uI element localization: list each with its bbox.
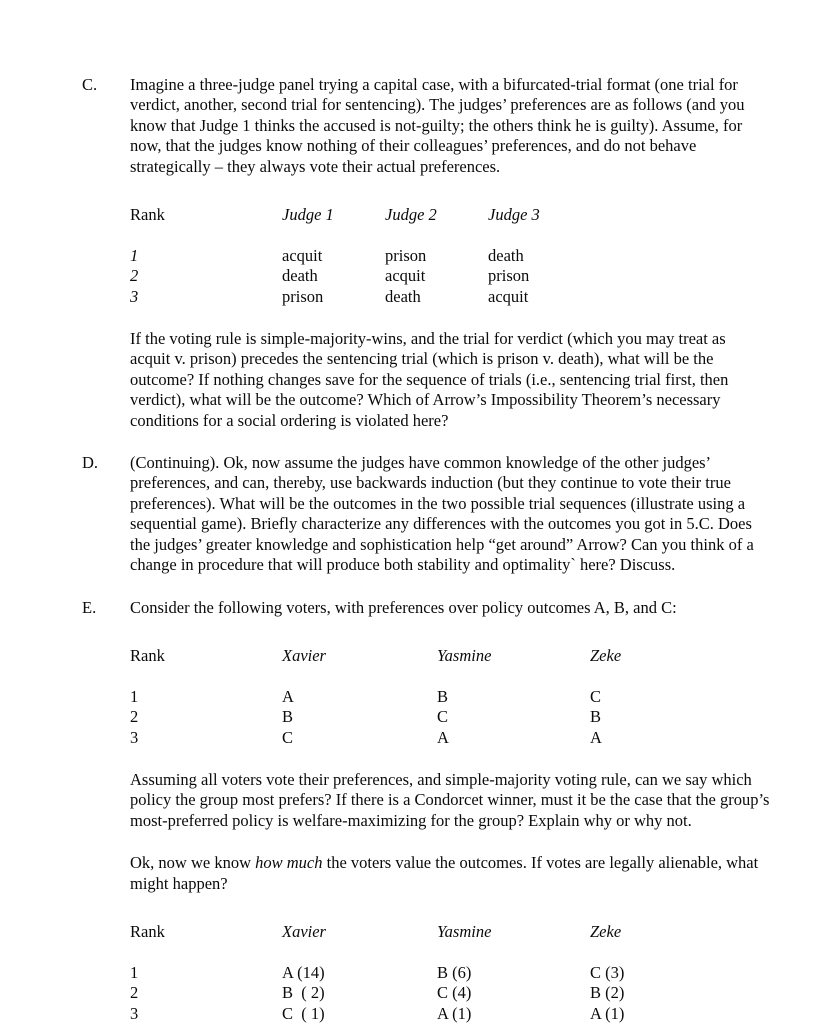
judges-rank-3: 3 <box>130 286 139 306</box>
question-e-followup-body <box>130 770 770 831</box>
judges-header-rank: Rank <box>130 205 165 225</box>
voters-row-3-yasmine: A <box>437 727 449 747</box>
spacer-cell <box>282 666 437 686</box>
question-e-body <box>130 598 770 618</box>
table-header-row <box>130 205 591 225</box>
question-e-followup-block <box>60 769 770 831</box>
question-e-values-intro-paragraph <box>130 853 770 894</box>
spacer-cell <box>282 225 385 245</box>
voters-values-table <box>130 922 710 1024</box>
voters-row-1-xavier: A <box>282 686 294 706</box>
table-row <box>130 266 591 286</box>
values-row-1-xavier: A (14) <box>282 962 325 982</box>
spacer <box>60 894 761 922</box>
question-c-followup-body <box>130 329 770 431</box>
spacer <box>60 618 761 646</box>
judges-row-3-judge-1: prison <box>282 286 324 306</box>
values-rank-1: 1 <box>130 962 139 982</box>
judges-row-2-judge-2: acquit <box>385 266 426 286</box>
spacer-cell <box>488 225 591 245</box>
voters-header-rank: Rank <box>130 645 165 665</box>
values-rank-3: 3 <box>130 1003 139 1023</box>
judges-row-3-judge-3: acquit <box>488 286 529 306</box>
judges-row-1-judge-3: death <box>488 245 524 265</box>
question-block-e <box>60 598 761 618</box>
table-row <box>130 963 710 983</box>
judges-row-1-judge-1: acquit <box>282 245 323 265</box>
table-row <box>130 687 710 707</box>
values-header-rank: Rank <box>130 921 165 941</box>
spacer-cell <box>590 942 710 962</box>
table-spacer-row <box>130 225 591 245</box>
table-header-row <box>130 646 710 666</box>
voters-row-2-yasmine: C <box>437 707 449 727</box>
judges-row-3-judge-2: death <box>385 286 421 306</box>
spacer-cell <box>437 666 590 686</box>
values-row-2-yasmine: C (4) <box>437 983 472 1003</box>
question-d-body <box>130 453 770 575</box>
voters-table-head <box>130 646 710 666</box>
values-row-3-xavier: C ( 1) <box>282 1003 325 1023</box>
values-row-2-zeke: B (2) <box>590 983 625 1003</box>
voters-row-1-zeke: C <box>590 686 602 706</box>
voters-rank-1: 1 <box>130 686 139 706</box>
values-header-zeke: Zeke <box>590 921 622 941</box>
spacer <box>60 177 761 205</box>
values-row-1-zeke: C (3) <box>590 962 625 982</box>
judges-row-2-judge-1: death <box>282 266 318 286</box>
table-row <box>130 707 710 727</box>
question-e-values-intro-block <box>60 853 761 894</box>
voters-preference-table <box>130 646 710 748</box>
voters-rank-3: 3 <box>130 727 139 747</box>
voters-rank-2: 2 <box>130 707 139 727</box>
table-row <box>130 1004 710 1024</box>
judges-header-judge-2: Judge 2 <box>385 205 437 225</box>
spacer-cell <box>130 666 282 686</box>
question-e-followup-paragraph: Assuming all voters vote their preferences, and simple-majority voting rule, can we say which policy the group most prefers? If there is a Condorcet winner, must it be the case that the group’s most-preferred policy is welfare-maximizing for the group? Explain why or why not. <box>130 769 770 830</box>
values-header-xavier: Xavier <box>282 921 326 941</box>
voters-row-1-yasmine: B <box>437 686 449 706</box>
spacer-cell <box>590 666 710 686</box>
voters-values-table-head <box>130 922 710 942</box>
spacer-cell <box>130 225 282 245</box>
question-c-followup-paragraph: If the voting rule is simple-majority-wins, and the trial for verdict (which you may treat as acquit v. prison) precedes the sentencing trial (which is prison v. death), what will be the outcome? If nothing changes save for the sequence of trials (i.e., sentencing trial first, then verdict), what will be the outcome? Which of Arrow’s Impossibility Theorem’s necessary conditions for a social ordering is violated here? <box>130 329 729 430</box>
judges-row-2-judge-3: prison <box>488 266 530 286</box>
table-spacer-row <box>130 942 710 962</box>
values-header-yasmine: Yasmine <box>437 921 492 941</box>
table-row <box>130 246 591 266</box>
spacer-cell <box>282 942 437 962</box>
table-row <box>130 983 710 1003</box>
spacer-cell <box>437 942 590 962</box>
judges-header-judge-1: Judge 1 <box>282 205 334 225</box>
spacer <box>60 748 761 770</box>
voters-header-xavier: Xavier <box>282 645 326 665</box>
values-row-3-zeke: A (1) <box>590 1003 625 1023</box>
table-header-row <box>130 922 710 942</box>
values-rank-2: 2 <box>130 983 139 1003</box>
judges-row-1-judge-2: prison <box>385 245 427 265</box>
spacer-cell <box>130 942 282 962</box>
question-block-c <box>60 75 761 177</box>
judges-table-head <box>130 205 591 225</box>
question-letter-c: C. <box>82 75 98 94</box>
values-row-3-yasmine: A (1) <box>437 1003 472 1023</box>
values-intro-emphasis: how much <box>255 853 323 873</box>
question-c-body <box>130 75 770 177</box>
voters-header-zeke: Zeke <box>590 645 622 665</box>
voters-row-2-zeke: B <box>590 707 602 727</box>
question-c-paragraph: Imagine a three-judge panel trying a capital case, with a bifurcated-trial format (one trial for verdict, another, second trial for sentencing). The judges’ preferences are as follows (and you know that Judge 1 thinks the accused is not-guilty; the others think he is guilty). Assume, for now, that the judges know nothing of their colleagues’ preferences, and do not behave strategically – they always vote their actual preferences. <box>130 75 745 176</box>
voters-row-3-xavier: C <box>282 727 294 747</box>
values-intro-text-part2: the voters value the outcomes. If votes are legally alienable, what might happen? <box>130 853 759 893</box>
spacer-cell <box>385 225 488 245</box>
spacer <box>60 576 761 598</box>
spacer <box>60 307 761 329</box>
voters-row-2-xavier: B <box>282 707 294 727</box>
spacer <box>60 831 761 853</box>
question-e-values-intro-body <box>130 853 770 894</box>
table-spacer-row <box>130 666 710 686</box>
spacer <box>60 431 761 453</box>
judges-preference-table <box>130 205 591 307</box>
judges-rank-2: 2 <box>130 266 139 286</box>
judges-table-body <box>130 225 591 307</box>
voters-values-table-body <box>130 942 710 1024</box>
question-c-followup-block <box>60 329 761 431</box>
question-letter-d: D. <box>82 453 99 473</box>
values-row-2-xavier: B ( 2) <box>282 983 325 1003</box>
question-block-d <box>60 453 761 575</box>
values-row-1-yasmine: B (6) <box>437 962 472 982</box>
voters-header-yasmine: Yasmine <box>437 645 492 665</box>
judges-rank-1: 1 <box>130 245 139 265</box>
voters-table-body <box>130 666 710 748</box>
question-e-paragraph: Consider the following voters, with preferences over policy outcomes A, B, and C: <box>130 597 677 617</box>
question-letter-e: E. <box>82 597 97 617</box>
judges-header-judge-3: Judge 3 <box>488 205 540 225</box>
question-d-paragraph: (Continuing). Ok, now assume the judges have common knowledge of the other judges’ preferences, and can, thereby, use backwards induction (but they continue to vote their true preferences). What will be the outcomes in the two possible trial sequences (illustrate using a sequential game). Briefly characterize any differences with the outcomes you got in 5.C. Does the judges’ greater knowledge and sophistication help “get around” Arrow? Can you think of a change in procedure that will produce both stability and optimality` here? Discuss. <box>130 453 754 575</box>
voters-row-3-zeke: A <box>590 727 602 747</box>
table-row <box>130 728 710 748</box>
table-row <box>130 287 591 307</box>
values-intro-text-part1: Ok, now we know <box>130 853 256 873</box>
